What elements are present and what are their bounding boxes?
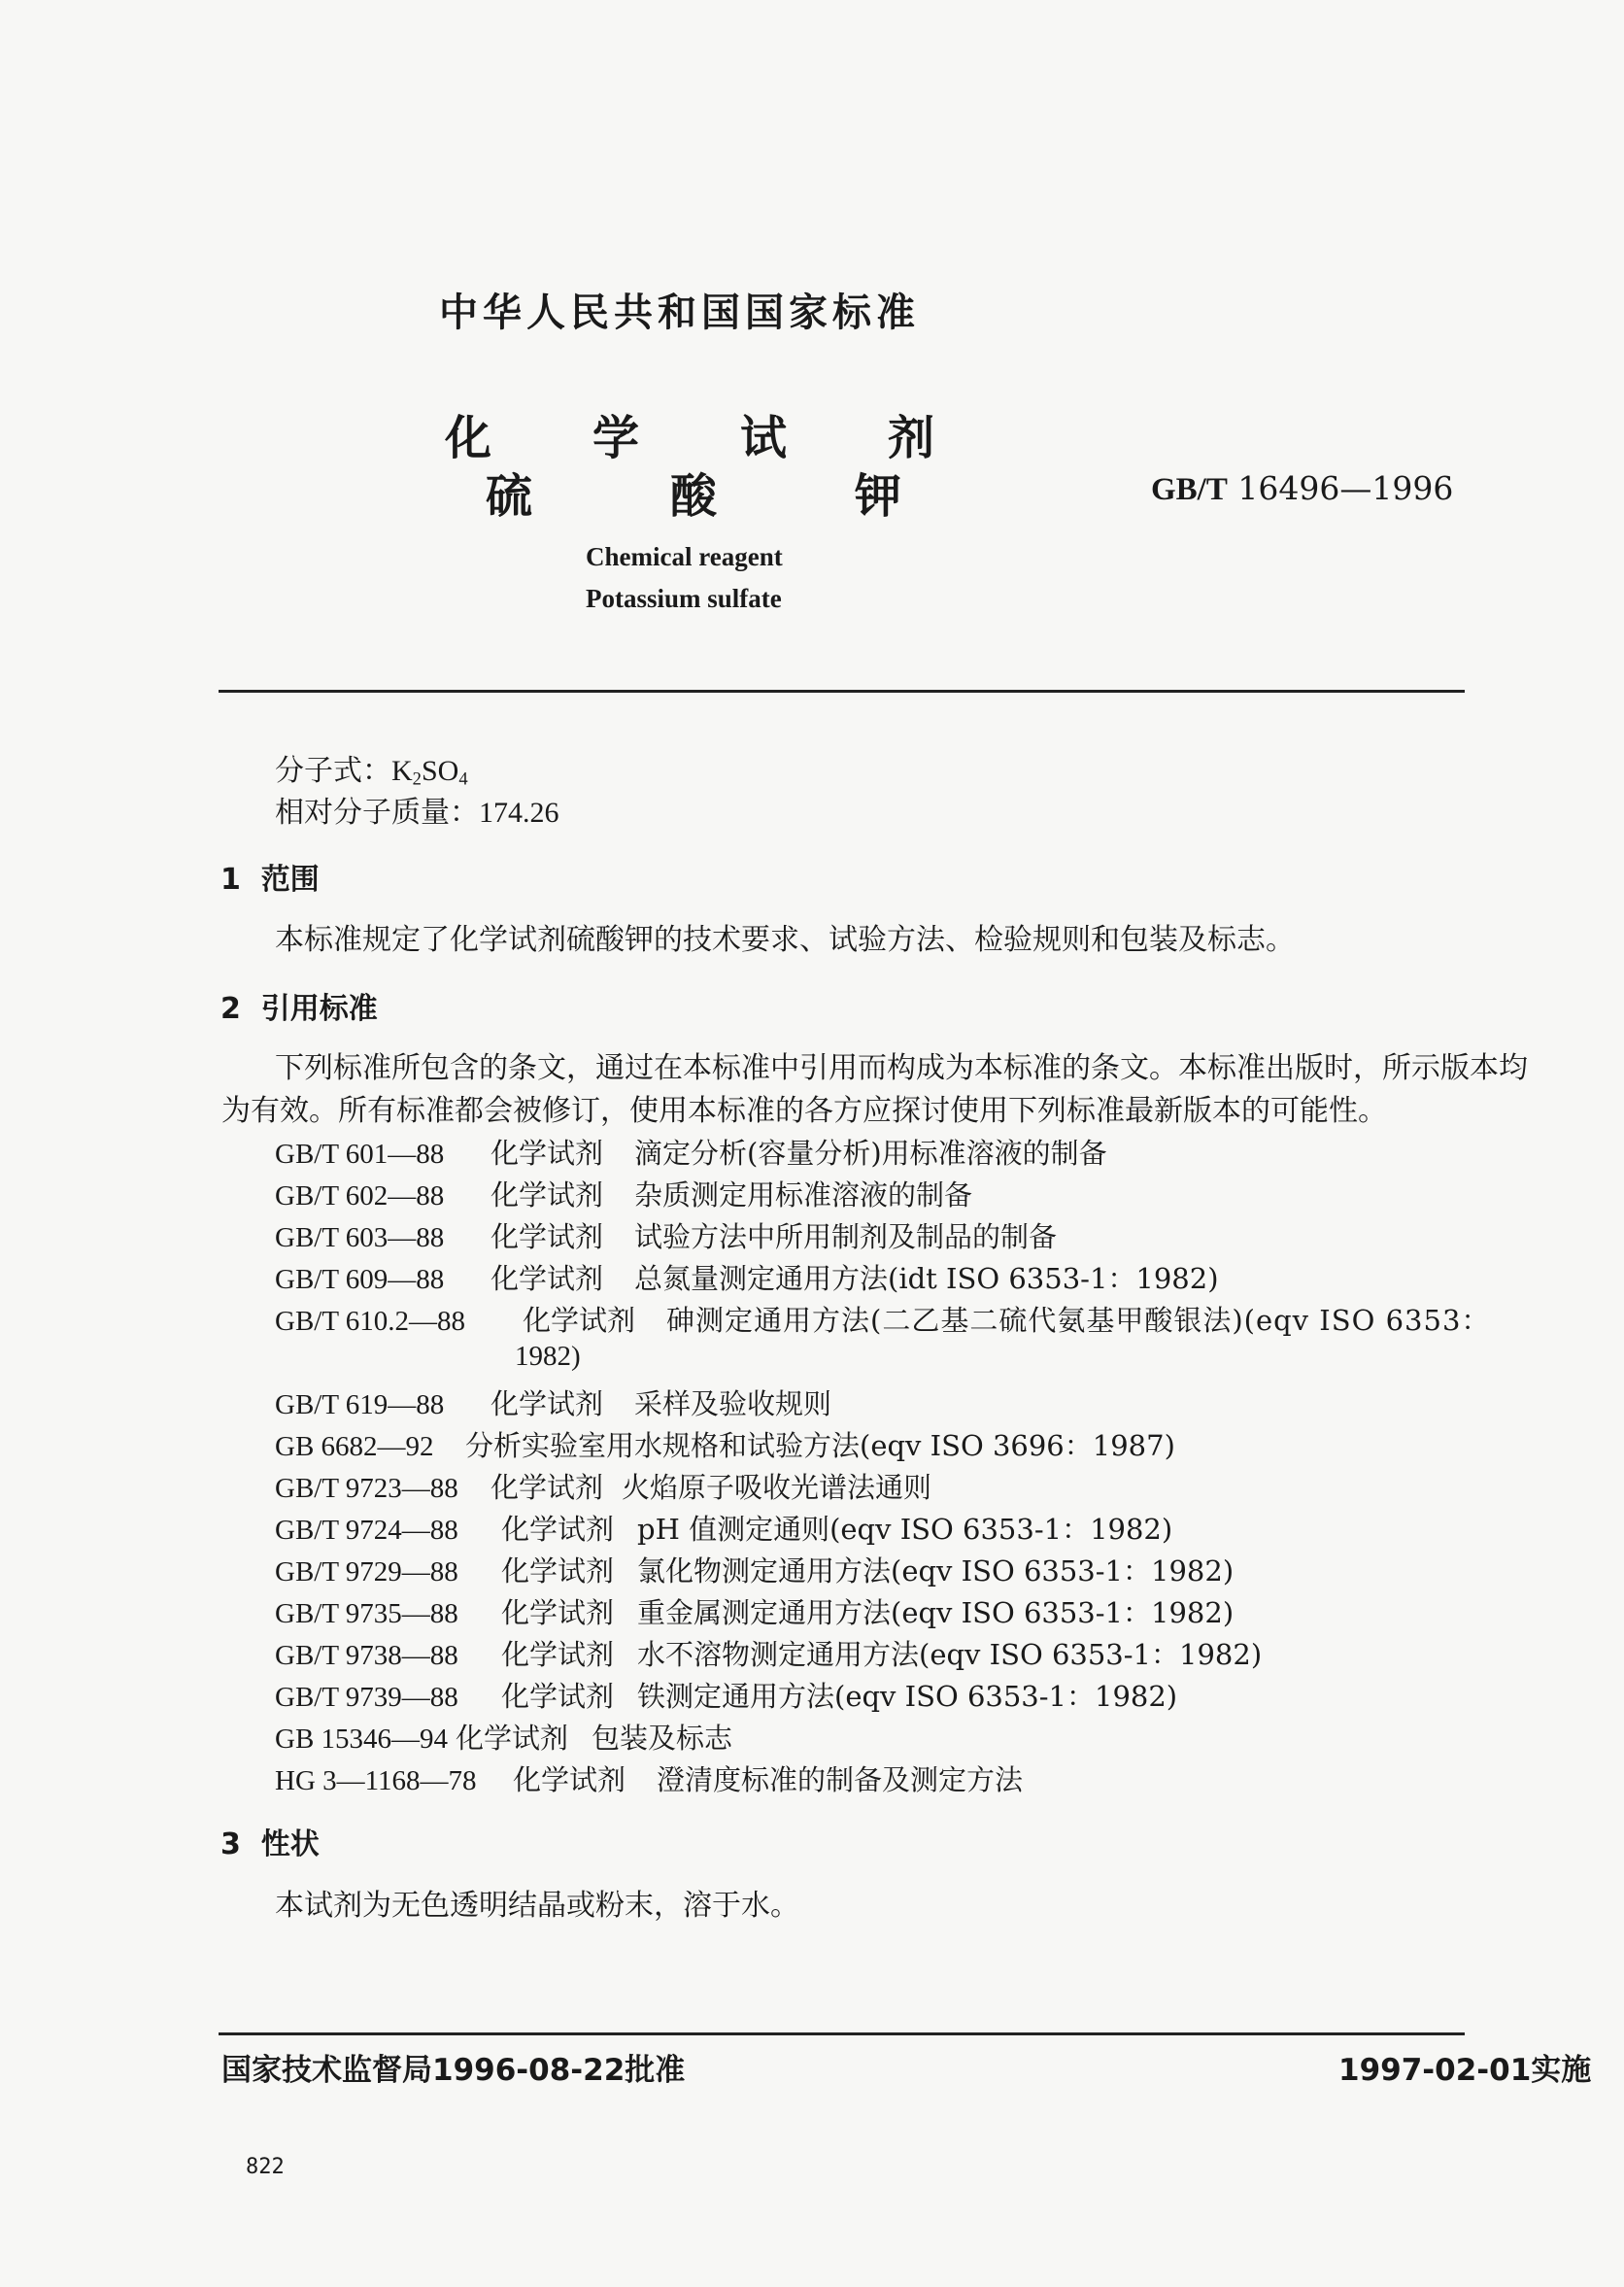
standard-code: 16496—1996 [1237,469,1454,507]
reference-item [275,1633,1262,1673]
reference-code: GB/T 9739—88 [275,1682,458,1713]
formula-so: SO [421,755,459,787]
title-char: 试 [740,411,788,465]
reference-category: 化学试剂 [523,1304,636,1337]
reference-title: 火焰原子吸收光谱法通则 [622,1471,932,1504]
reference-code: GB 6682—92 [275,1431,434,1462]
reference-code: GB/T 619—88 [275,1389,445,1420]
section-title: 引用标准 [260,992,378,1026]
reference-code: GB/T 610.2—88 [275,1306,466,1337]
reference-title: 采样及验收规则 [634,1387,832,1420]
reference-title: 包装及标志 [592,1722,733,1755]
footer-rule [219,2032,1465,2035]
standard-prefix: GB/T [1151,472,1228,507]
reference-category: 化学试剂 [491,1387,604,1420]
reference-category: 化学试剂 [501,1554,615,1587]
formula-so-sub: 4 [458,768,468,790]
reference-category: 化学试剂 [501,1680,615,1713]
reference-code: GB/T 602—88 [275,1180,445,1212]
mass-value: 174.26 [479,797,559,829]
reference-item [275,1717,732,1757]
reference-item [275,1174,972,1213]
reference-category: 化学试剂 [491,1220,604,1253]
reference-category: 化学试剂 [491,1137,604,1170]
reference-title: 砷测定通用方法(二乙基二硫代氨基甲酸银法)(eqv ISO 6353： [666,1304,1491,1337]
reference-code: GB/T 9724—88 [275,1515,458,1546]
reference-code: GB/T 603—88 [275,1222,445,1253]
reference-item [275,1466,931,1506]
title-char: 学 [592,411,640,465]
reference-item [275,1257,1219,1297]
reference-category: 化学试剂 [513,1763,626,1796]
mass-label: 相对分子质量： [275,796,479,830]
section-heading [220,1820,320,1862]
section-text: 下列标准所包含的条文，通过在本标准中引用而构成为本标准的条文。本标准出版时，所示版本均 [275,1051,1528,1085]
section-title: 范围 [260,863,320,897]
reference-code: GB/T 9723—88 [275,1473,458,1504]
section-number: 2 [220,992,241,1026]
approval-date: 国家技术监督局1996-08-22批准 [221,2053,686,2088]
reference-code: GB 15346—94 [275,1724,449,1755]
section-number: 3 [220,1827,241,1861]
title-char: 钾 [855,469,902,524]
reference-item [275,1758,1023,1798]
section-heading [220,984,378,1027]
formula-label: 分子式： [275,754,391,788]
effective-date: 1997-02-01实施 [1338,2053,1592,2088]
reference-title: 澄清度标准的制备及测定方法 [657,1763,1024,1796]
title-char: 硫 [486,469,533,524]
reference-code: GB/T 9738—88 [275,1640,458,1671]
reference-category: 化学试剂 [501,1638,615,1671]
reference-item [275,1508,1172,1548]
reference-item [275,1550,1234,1589]
reference-category: 化学试剂 [491,1471,604,1504]
reference-code: GB/T 601—88 [275,1139,445,1170]
formula-k-sub: 2 [412,768,422,790]
section-number: 1 [220,863,241,897]
reference-title: 重金属测定通用方法(eqv ISO 6353-1：1982) [637,1596,1235,1629]
reference-title: 水不溶物测定通用方法(eqv ISO 6353-1：1982) [637,1638,1263,1671]
reference-title: 氯化物测定通用方法(eqv ISO 6353-1：1982) [637,1554,1235,1587]
title-char: 酸 [670,469,718,524]
reference-category: 化学试剂 [491,1178,604,1212]
reference-category: 化学试剂 [501,1596,615,1629]
reference-item [275,1591,1234,1631]
reference-item [275,1299,1490,1339]
reference-item [275,1675,1177,1715]
title-char: 剂 [888,411,935,465]
reference-title: pH 值测定通则(eqv ISO 6353-1：1982) [637,1513,1173,1546]
national-standard-heading: 中华人民共和国国家标准 [439,290,920,335]
reference-title: 分析实验室用水规格和试验方法(eqv ISO 3696：1987) [465,1429,1175,1462]
reference-code: HG 3—1168—78 [275,1765,477,1796]
section-text: 本试剂为无色透明结晶或粉末，溶于水。 [275,1889,799,1923]
molecular-mass [275,792,559,835]
standard-number [1151,469,1453,508]
section-heading [220,855,320,898]
page-number: 822 [246,2155,285,2179]
reference-title: 总氮量测定通用方法(idt ISO 6353-1：1982) [634,1262,1219,1295]
header-rule [219,690,1465,693]
reference-item [275,1132,1107,1172]
formula-k: K [391,755,413,787]
reference-item [275,1215,1057,1255]
reference-title: 滴定分析(容量分析)用标准溶液的制备 [634,1137,1107,1170]
reference-code: GB/T 9735—88 [275,1598,458,1629]
reference-item [275,1382,831,1422]
reference-title: 铁测定通用方法(eqv ISO 6353-1：1982) [637,1680,1178,1713]
reference-category: 化学试剂 [501,1513,615,1546]
english-title-line1: Chemical reagent [586,542,783,571]
reference-item [275,1424,1175,1464]
reference-title: 试验方法中所用制剂及制品的制备 [634,1220,1058,1253]
reference-code: GB/T 9729—88 [275,1556,458,1587]
reference-category: 化学试剂 [491,1262,604,1295]
section-text: 本标准规定了化学试剂硫酸钾的技术要求、试验方法、检验规则和包装及标志。 [275,923,1295,957]
section-title: 性状 [260,1827,320,1861]
reference-code: GB/T 609—88 [275,1264,445,1295]
section-text: 为有效。所有标准都会被修订，使用本标准的各方应探讨使用下列标准最新版本的可能性。 [221,1094,1387,1128]
reference-continuation: 1982) [515,1341,581,1372]
reference-category: 化学试剂 [456,1722,569,1755]
english-title-line2: Potassium sulfate [586,584,782,613]
reference-title: 杂质测定用标准溶液的制备 [634,1178,973,1212]
title-char: 化 [445,411,492,465]
